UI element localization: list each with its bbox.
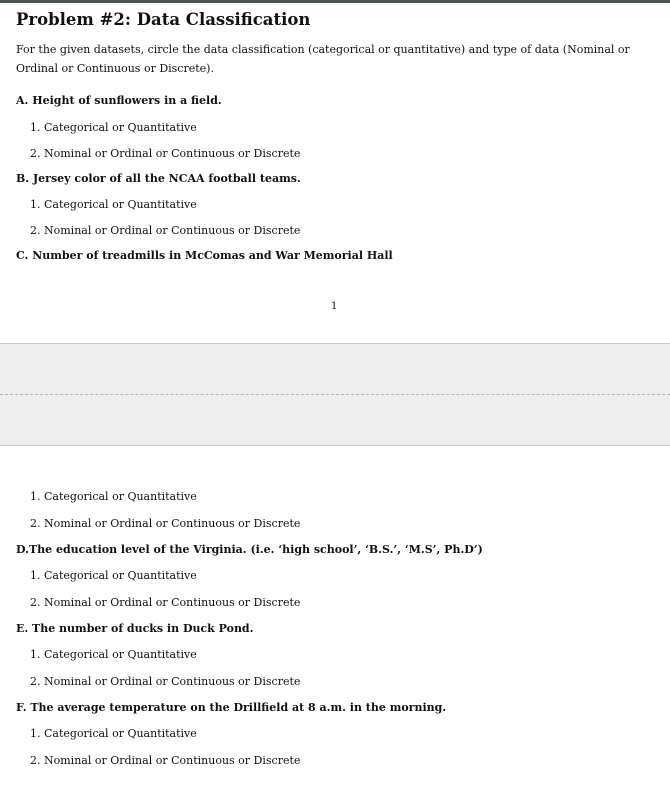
question-f: F. The average temperature on the Drillfield at 8 a.m. in the morning. [16,701,447,714]
question-d: D.The education level of the Virginia. (i.e. ‘high school’, ‘B.S.’, ‘M.S’, Ph.D’) [16,543,483,556]
instructions: For the given datasets, circle the data classification (categorical or quantitative) and type of data (Nominal or Ordinal or Continuous or Discrete). [16,43,630,75]
problem-title: Problem #2: Data Classification [16,10,311,29]
question-c-option-2: 2. Nominal or Ordinal or Continuous or Discrete [30,517,301,530]
question-c: C. Number of treadmills in McComas and War Memorial Hall [16,249,393,262]
question-f-option-2: 2. Nominal or Ordinal or Continuous or Discrete [30,754,301,767]
question-e-option-1: 1. Categorical or Quantitative [30,648,197,661]
page-1 [0,3,670,343]
question-a: A. Height of sunflowers in a field. [16,94,222,107]
page-break-line [0,394,670,395]
question-a-option-2: 2. Nominal or Ordinal or Continuous or Discrete [30,147,301,160]
page-separator [0,343,670,446]
question-d-option-2: 2. Nominal or Ordinal or Continuous or Discrete [30,596,301,609]
question-f-option-1: 1. Categorical or Quantitative [30,727,197,740]
question-d-option-1: 1. Categorical or Quantitative [30,569,197,582]
question-e-option-2: 2. Nominal or Ordinal or Continuous or Discrete [30,675,301,688]
question-a-option-1: 1. Categorical or Quantitative [30,121,197,134]
question-c-option-1: 1. Categorical or Quantitative [30,490,197,503]
question-b-option-1: 1. Categorical or Quantitative [30,198,197,211]
question-b-option-2: 2. Nominal or Ordinal or Continuous or Discrete [30,224,301,237]
question-e: E. The number of ducks in Duck Pond. [16,622,254,635]
page-number: 1 [331,301,338,312]
page-2 [0,446,670,789]
question-b: B. Jersey color of all the NCAA football teams. [16,172,301,185]
